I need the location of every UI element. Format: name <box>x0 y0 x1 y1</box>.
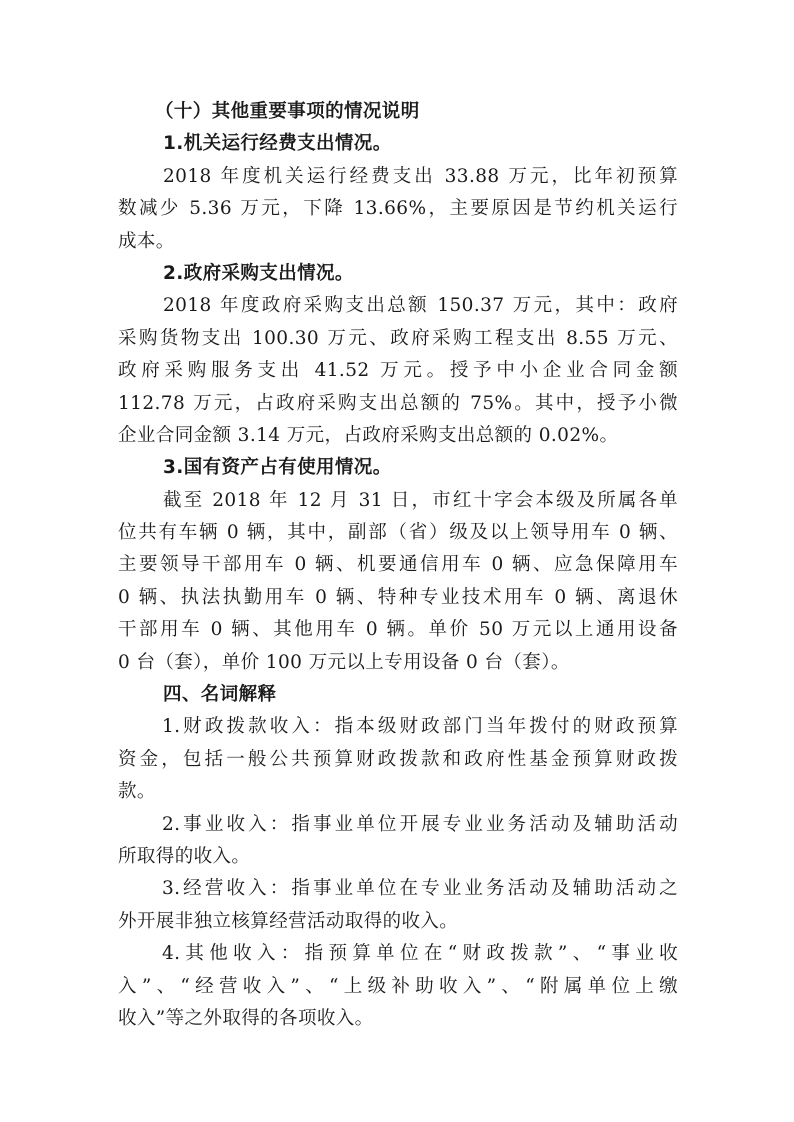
term-line: 所取得的收入。 <box>118 845 251 867</box>
term-line: 外开展非独立核算经营活动取得的收入。 <box>118 910 459 932</box>
item-1-heading: 1.机关运行经费支出情况。 <box>163 133 392 155</box>
item-3-line: 位共有车辆 0 辆，其中，副部（省）级及以上领导用车 0 辆、 <box>118 522 678 544</box>
term-line: 3.经营收入：指事业单位在专业业务活动及辅助活动之 <box>162 878 678 900</box>
item-2-line: 企业合同金额 3.14 万元，占政府采购支出总额的 0.02%。 <box>118 424 619 446</box>
item-3-line: 截至 2018 年 12 月 31 日，市红十字会本级及所属各单 <box>163 489 678 511</box>
section-4-title: 四、名词解释 <box>163 684 277 706</box>
document-page <box>118 96 678 1035</box>
item-1-line: 数减少 5.36 万元，下降 13.66%，主要原因是节约机关运行 <box>118 198 678 220</box>
term-line: 收入”等之外取得的各项收入。 <box>118 1007 374 1029</box>
item-2-line: 政府采购服务支出 41.52 万元。授予中小企业合同金额 <box>118 360 678 382</box>
item-3-heading: 3.国有资产占有使用情况。 <box>163 457 392 479</box>
item-3-line: 0 辆、执法执勤用车 0 辆、特种专业技术用车 0 辆、离退休 <box>118 586 678 608</box>
term-line: 资金，包括一般公共预算财政拨款和政府性基金预算财政拨 <box>118 748 678 770</box>
term-line: 款。 <box>118 781 156 803</box>
item-3-line: 0 台（套），单价 100 万元以上专用设备 0 台（套）。 <box>118 651 570 673</box>
item-3-line: 主要领导干部用车 0 辆、机要通信用车 0 辆、应急保障用车 <box>118 554 678 576</box>
item-2-line: 112.78 万元，占政府采购支出总额的 75%。其中，授予小微 <box>118 392 678 414</box>
term-line: 入”、“经营收入”、“上级补助收入”、“附属单位上缴 <box>118 975 678 997</box>
item-2-heading: 2.政府采购支出情况。 <box>163 262 354 284</box>
term-line: 4.其他收入：指预算单位在“财政拨款”、“事业收 <box>162 943 678 965</box>
item-3-line: 干部用车 0 辆、其他用车 0 辆。单价 50 万元以上通用设备 <box>118 619 678 641</box>
section-10-title: （十）其他重要事项的情况说明 <box>155 101 420 122</box>
item-2-line: 采购货物支出 100.30 万元、政府采购工程支出 8.55 万元、 <box>118 327 678 349</box>
item-1-line: 2018 年度机关运行经费支出 33.88 万元，比年初预算 <box>163 165 678 187</box>
term-line: 2.事业收入：指事业单位开展专业业务活动及辅助活动 <box>162 813 678 835</box>
item-2-line: 2018 年度政府采购支出总额 150.37 万元，其中：政府 <box>163 295 678 317</box>
term-line: 1.财政拨款收入：指本级财政部门当年拨付的财政预算 <box>162 716 678 738</box>
item-1-line: 成本。 <box>118 230 175 252</box>
